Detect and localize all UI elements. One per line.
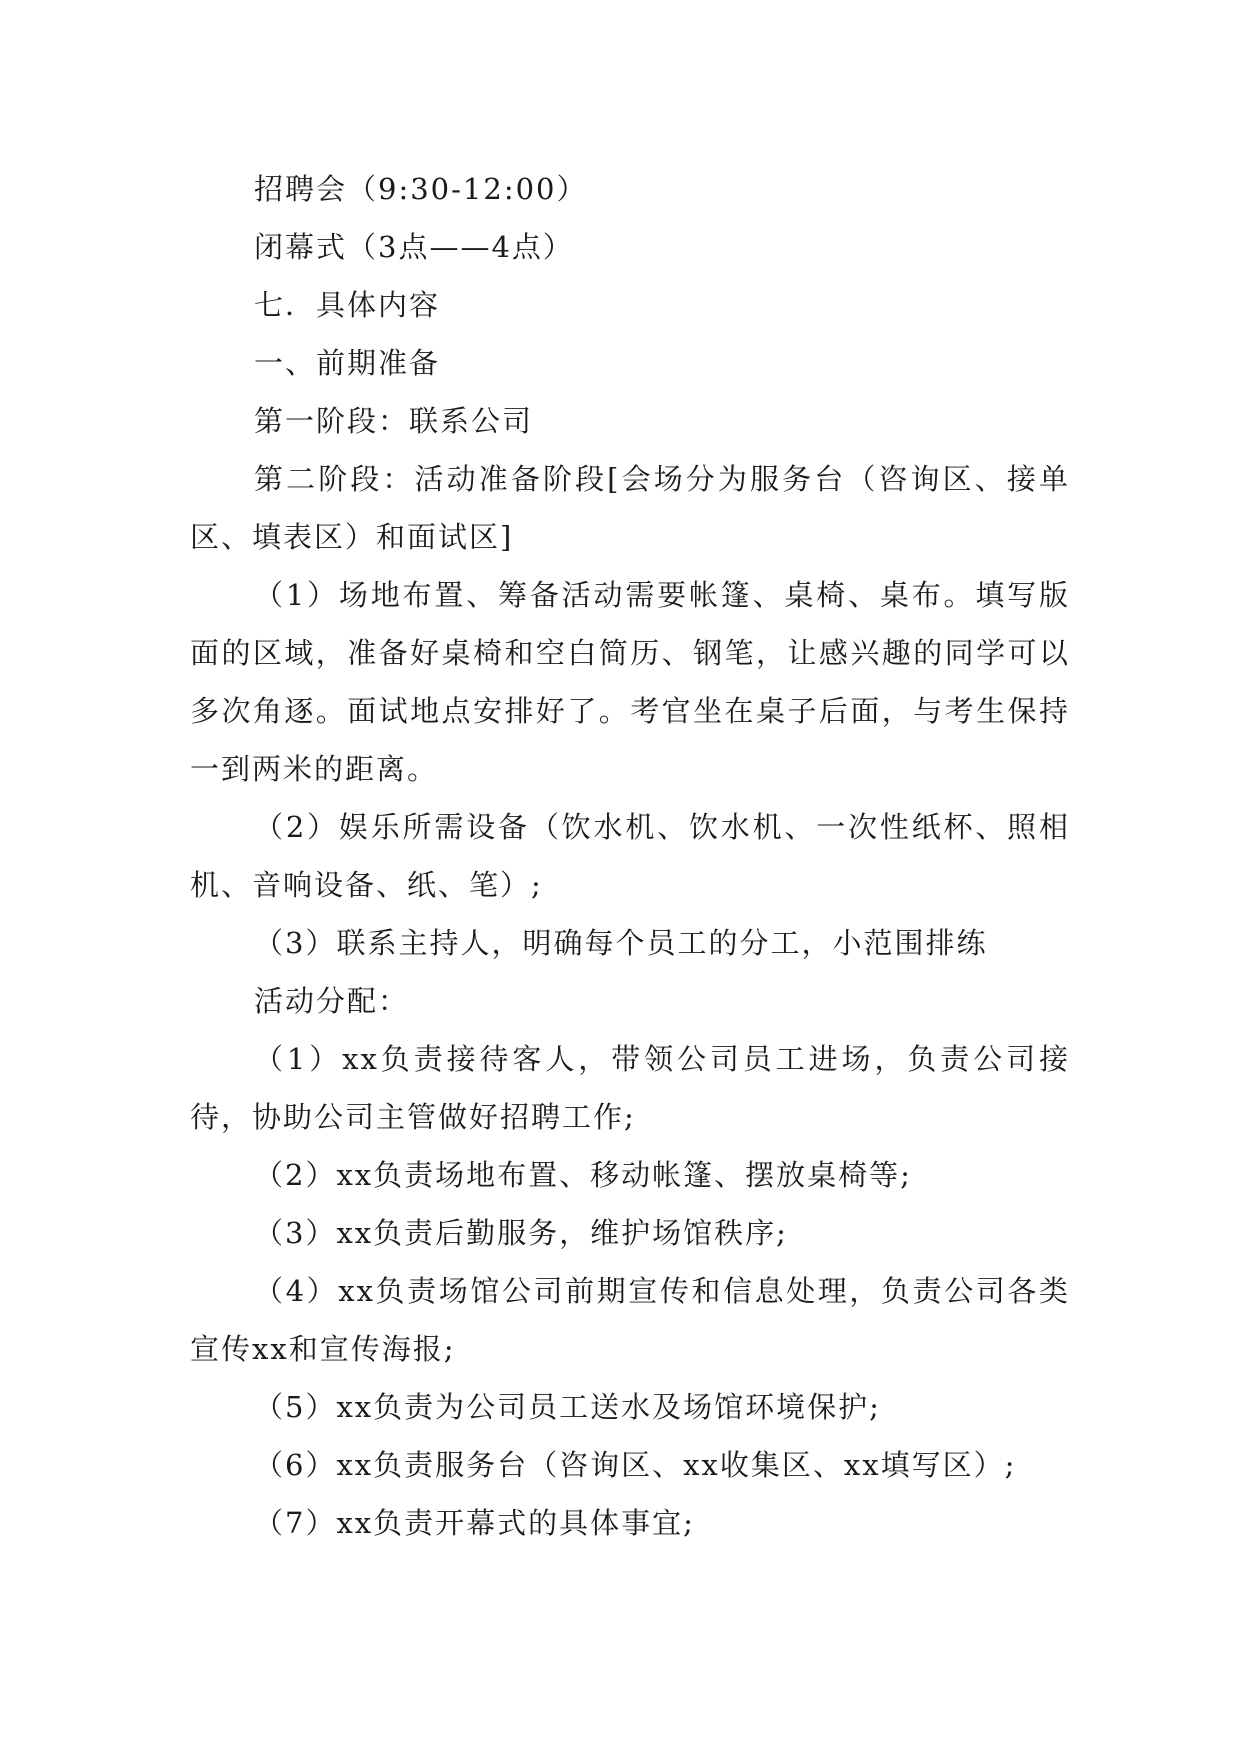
assignment-item-1: （1）xx负责接待客人，带领公司员工进场，负责公司接待，协助公司主管做好招聘工作; — [190, 1042, 1070, 1134]
assignment-item-5: （5）xx负责为公司员工送水及场馆环境保护; — [254, 1390, 881, 1424]
heading-activity-assignment: 活动分配： — [254, 984, 410, 1018]
paragraph-job-fair-time: 招聘会（9:30-12:00） — [254, 172, 588, 206]
paragraph-closing-time: 闭幕式（3点——4点） — [254, 230, 574, 264]
paragraph-item-2: （2）娱乐所需设备（饮水机、饮水机、一次性纸杯、照相机、音响设备、纸、笔）; — [190, 810, 1070, 902]
assignment-item-4: （4）xx负责场馆公司前期宣传和信息处理，负责公司各类宣传xx和宣传海报; — [190, 1274, 1070, 1366]
assignment-item-3: （3）xx负责后勤服务，维护场馆秩序; — [254, 1216, 788, 1250]
paragraph-item-1: （1）场地布置、筹备活动需要帐篷、桌椅、桌布。填写版面的区域，准备好桌椅和空白简历、钢笔，让感兴趣的同学可以多次角逐。面试地点安排好了。考官坐在桌子后面，与考生保持一到两米的距离。 — [190, 578, 1070, 786]
paragraph-stage-two: 第二阶段：活动准备阶段[会场分为服务台（咨询区、接单区、填表区）和面试区] — [190, 462, 1070, 554]
assignment-item-7: （7）xx负责开幕式的具体事宜; — [254, 1506, 695, 1540]
assignment-item-2: （2）xx负责场地布置、移动帐篷、摆放桌椅等; — [254, 1158, 912, 1192]
heading-section-seven: 七．具体内容 — [254, 288, 441, 322]
paragraph-item-3: （3）联系主持人，明确每个员工的分工，小范围排练 — [254, 926, 988, 960]
assignment-item-6: （6）xx负责服务台（咨询区、xx收集区、xx填写区）; — [254, 1448, 1017, 1482]
document-body — [190, 160, 1070, 1552]
paragraph-stage-one: 第一阶段：联系公司 — [254, 404, 534, 438]
heading-preparation: 一、前期准备 — [254, 346, 441, 380]
